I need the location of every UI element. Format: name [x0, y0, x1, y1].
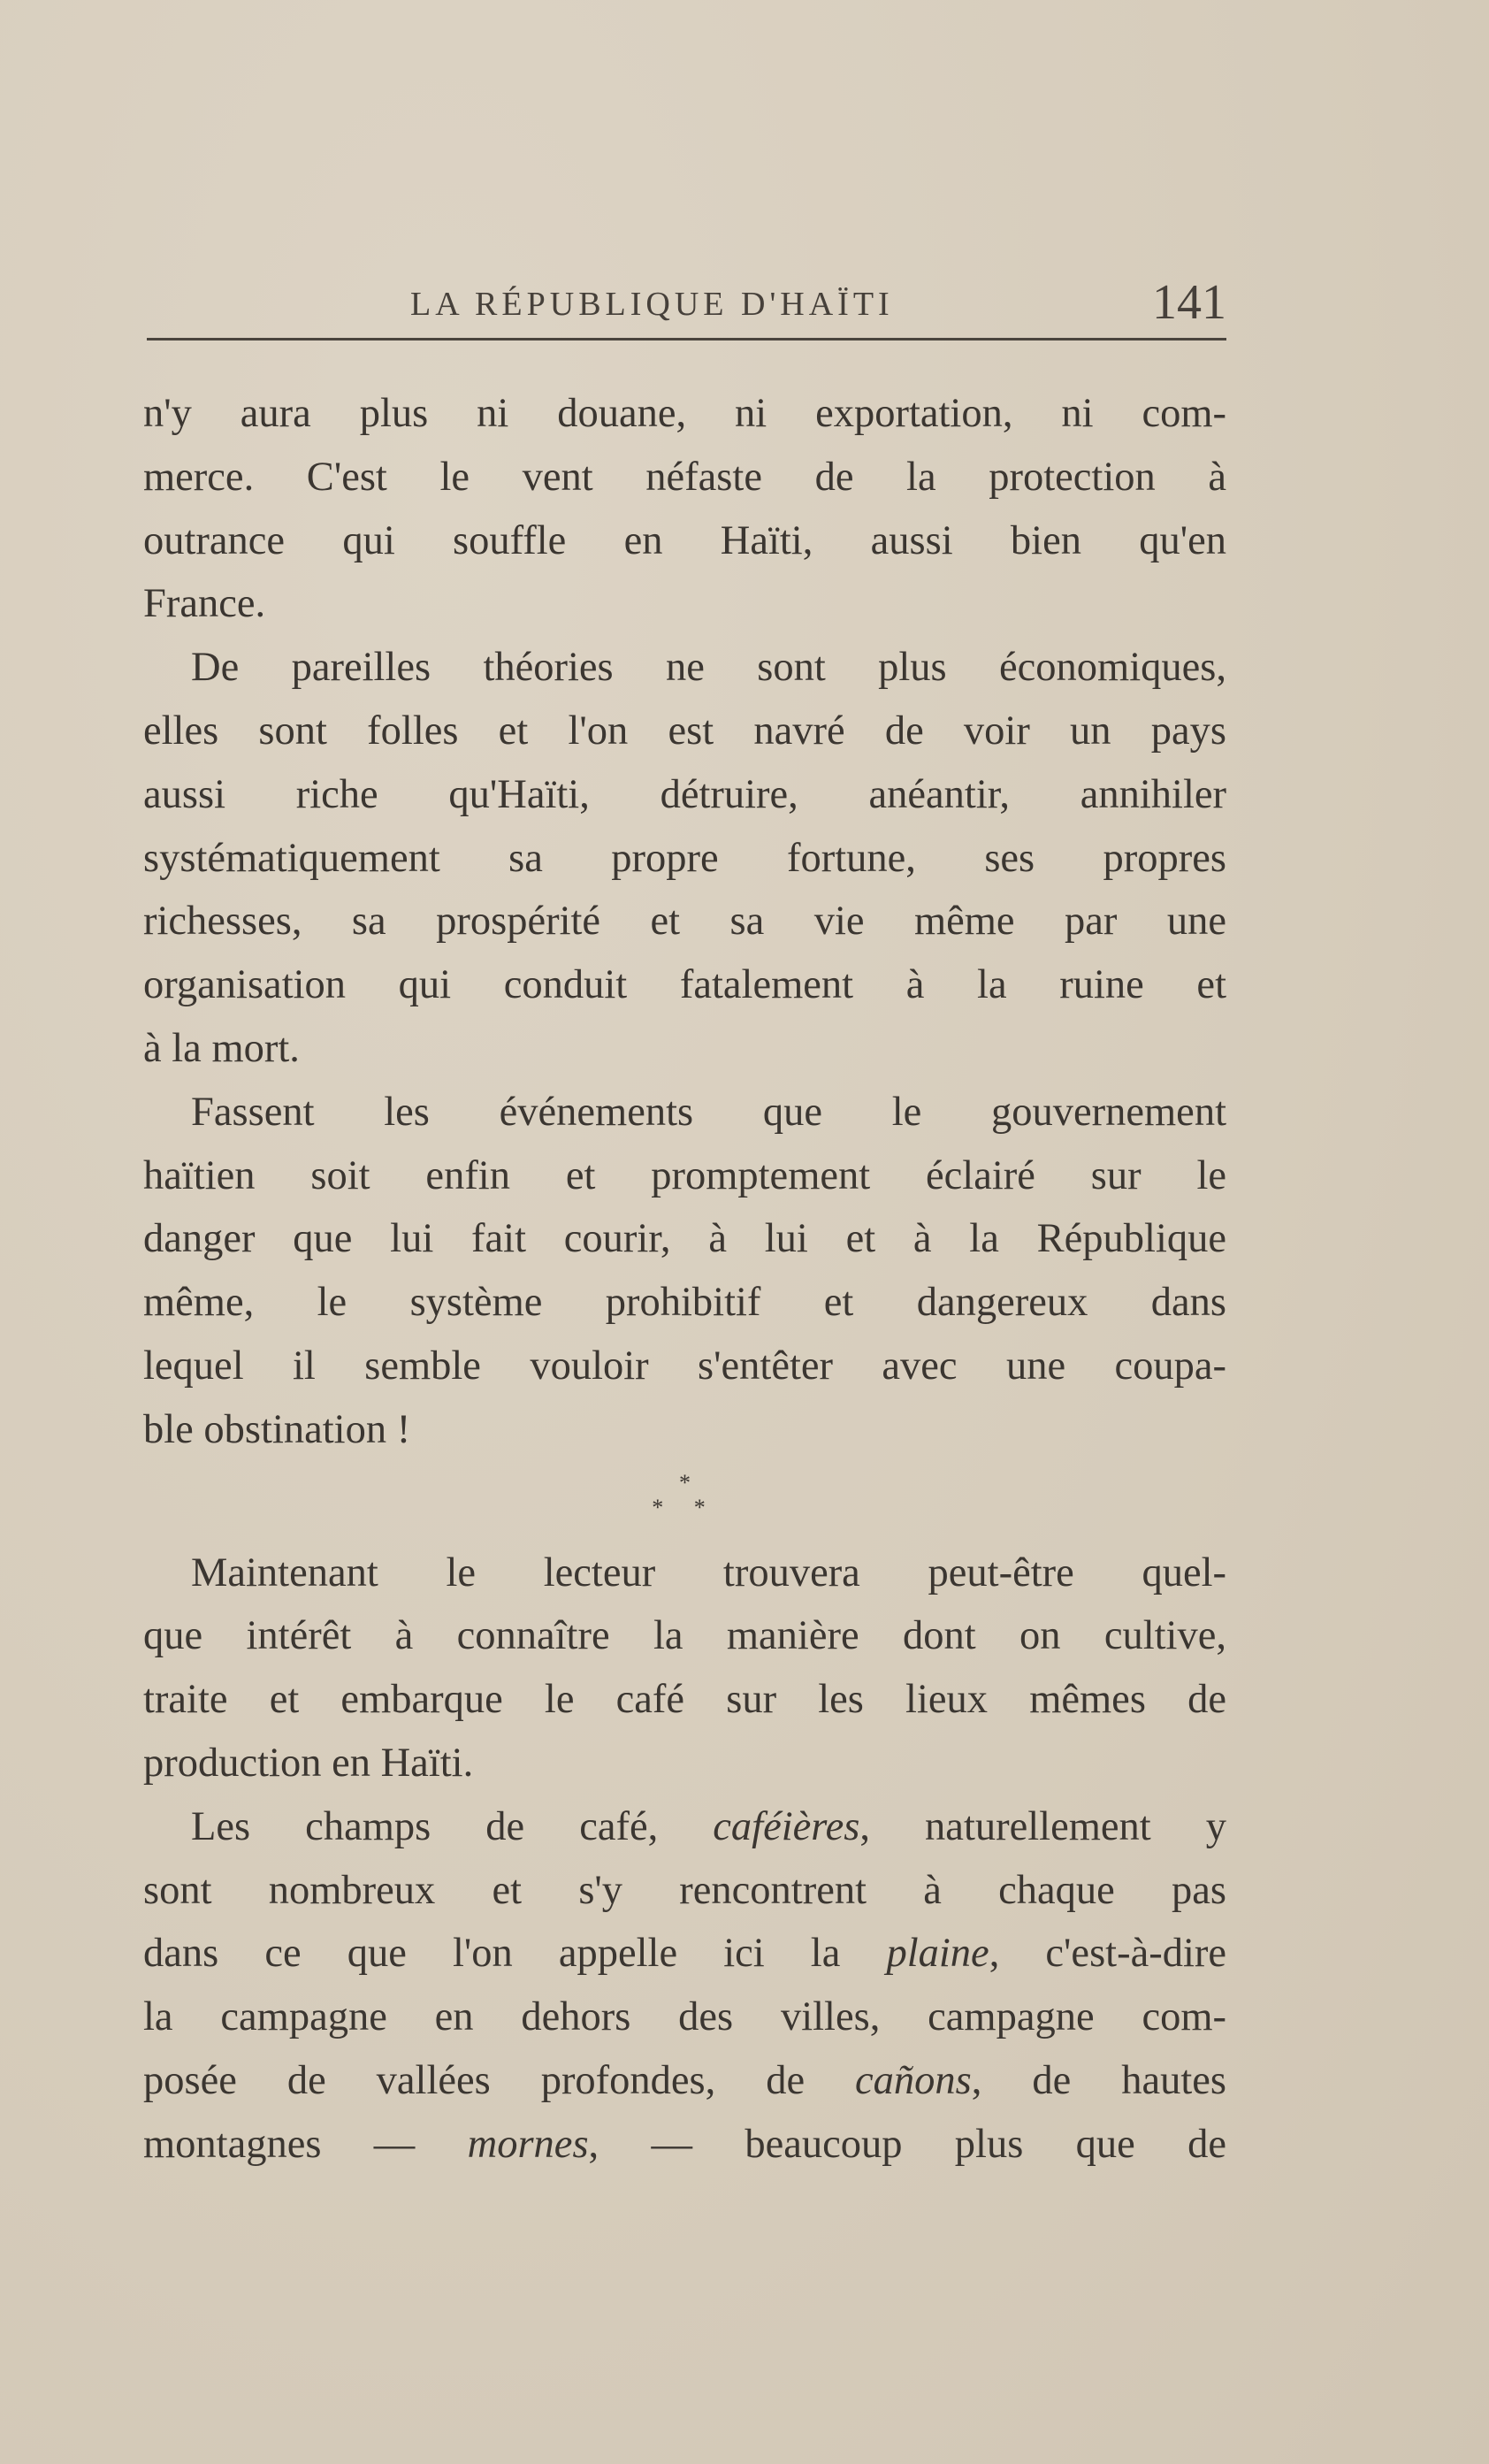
- text-run: dans ce que l'on appelle ici la: [143, 1931, 887, 1977]
- paragraph-5: [143, 1795, 1226, 2177]
- text-line: [143, 2049, 1226, 2113]
- text-line: à la mort.: [143, 1025, 300, 1071]
- text-line: aussi riche qu'Haïti, détruire, anéantir, annihiler: [143, 771, 1226, 817]
- text-line: De pareilles théories ne sont plus économiques,: [191, 645, 1226, 691]
- paragraph-4: [143, 1542, 1226, 1795]
- section-separator: [143, 1462, 1226, 1542]
- page-number: 141: [1152, 275, 1226, 330]
- text-line: Fassent les événements que le gouvernement: [191, 1089, 1226, 1135]
- text-line: elles sont folles et l'on est navré de voir un pays: [143, 708, 1226, 754]
- separator-stars-bottom: * *: [652, 1494, 718, 1520]
- text-line: même, le système prohibitif et dangereux dans: [143, 1280, 1226, 1326]
- text-line: [143, 1795, 1226, 1859]
- text-line: production en Haïti.: [143, 1740, 474, 1786]
- text-line: [143, 2113, 1226, 2177]
- paragraph-2: [143, 636, 1226, 1081]
- text-line: Maintenant le lecteur trouvera peut-être quel-: [191, 1550, 1226, 1595]
- text-line: danger que lui fait courir, à lui et à la République: [143, 1216, 1226, 1262]
- text-line: lequel il semble vouloir s'entêter avec une coupa-: [143, 1343, 1226, 1389]
- header-rule: [147, 338, 1226, 341]
- text-run: Les champs de café,: [191, 1803, 714, 1849]
- text-line: [143, 1922, 1226, 1986]
- text-line: systématiquement sa propre fortune, ses propres: [143, 835, 1226, 881]
- text-line: la campagne en dehors des villes, campagne com-: [143, 1994, 1226, 2040]
- text-run: , naturellement y: [859, 1803, 1226, 1849]
- text-run: , c'est-à-dire: [989, 1931, 1226, 1977]
- text-line: n'y aura plus ni douane, ni exportation, ni com-: [143, 391, 1226, 436]
- text-line: que intérêt à connaître la manière dont on cultive,: [143, 1613, 1226, 1659]
- running-head: [143, 274, 1226, 331]
- text-line: ble obstination !: [143, 1406, 411, 1452]
- text-line: traite et embarque le café sur les lieux mêmes de: [143, 1677, 1226, 1723]
- text-line: merce. C'est le vent néfaste de la protection à: [143, 454, 1226, 500]
- book-page: [143, 274, 1226, 2167]
- text-run: montagnes —: [143, 2121, 468, 2167]
- text-run: posée de vallées profondes, de: [143, 2057, 856, 2103]
- separator-star-top: *: [679, 1469, 691, 1496]
- body-text: [143, 382, 1226, 2177]
- running-title: LA RÉPUBLIQUE D'HAÏTI: [410, 286, 894, 323]
- italic-term: cañons: [855, 2057, 972, 2103]
- text-run: , de hautes: [971, 2057, 1226, 2103]
- text-run: , — beaucoup plus que de: [588, 2121, 1226, 2167]
- text-line: haïtien soit enfin et promptement éclairé sur le: [143, 1152, 1226, 1198]
- text-line: France.: [143, 581, 266, 627]
- text-line: richesses, sa prospérité et sa vie même par une: [143, 899, 1226, 945]
- italic-term: mornes: [467, 2121, 589, 2167]
- paragraph-1: [143, 382, 1226, 636]
- italic-term: plaine: [886, 1931, 989, 1977]
- italic-term: caféières: [713, 1803, 860, 1849]
- text-line: sont nombreux et s'y rencontrent à chaque pas: [143, 1867, 1226, 1913]
- paragraph-3: [143, 1081, 1226, 1462]
- text-line: outrance qui souffle en Haïti, aussi bien qu'en: [143, 517, 1226, 563]
- text-line: organisation qui conduit fatalement à la ruine et: [143, 962, 1226, 1008]
